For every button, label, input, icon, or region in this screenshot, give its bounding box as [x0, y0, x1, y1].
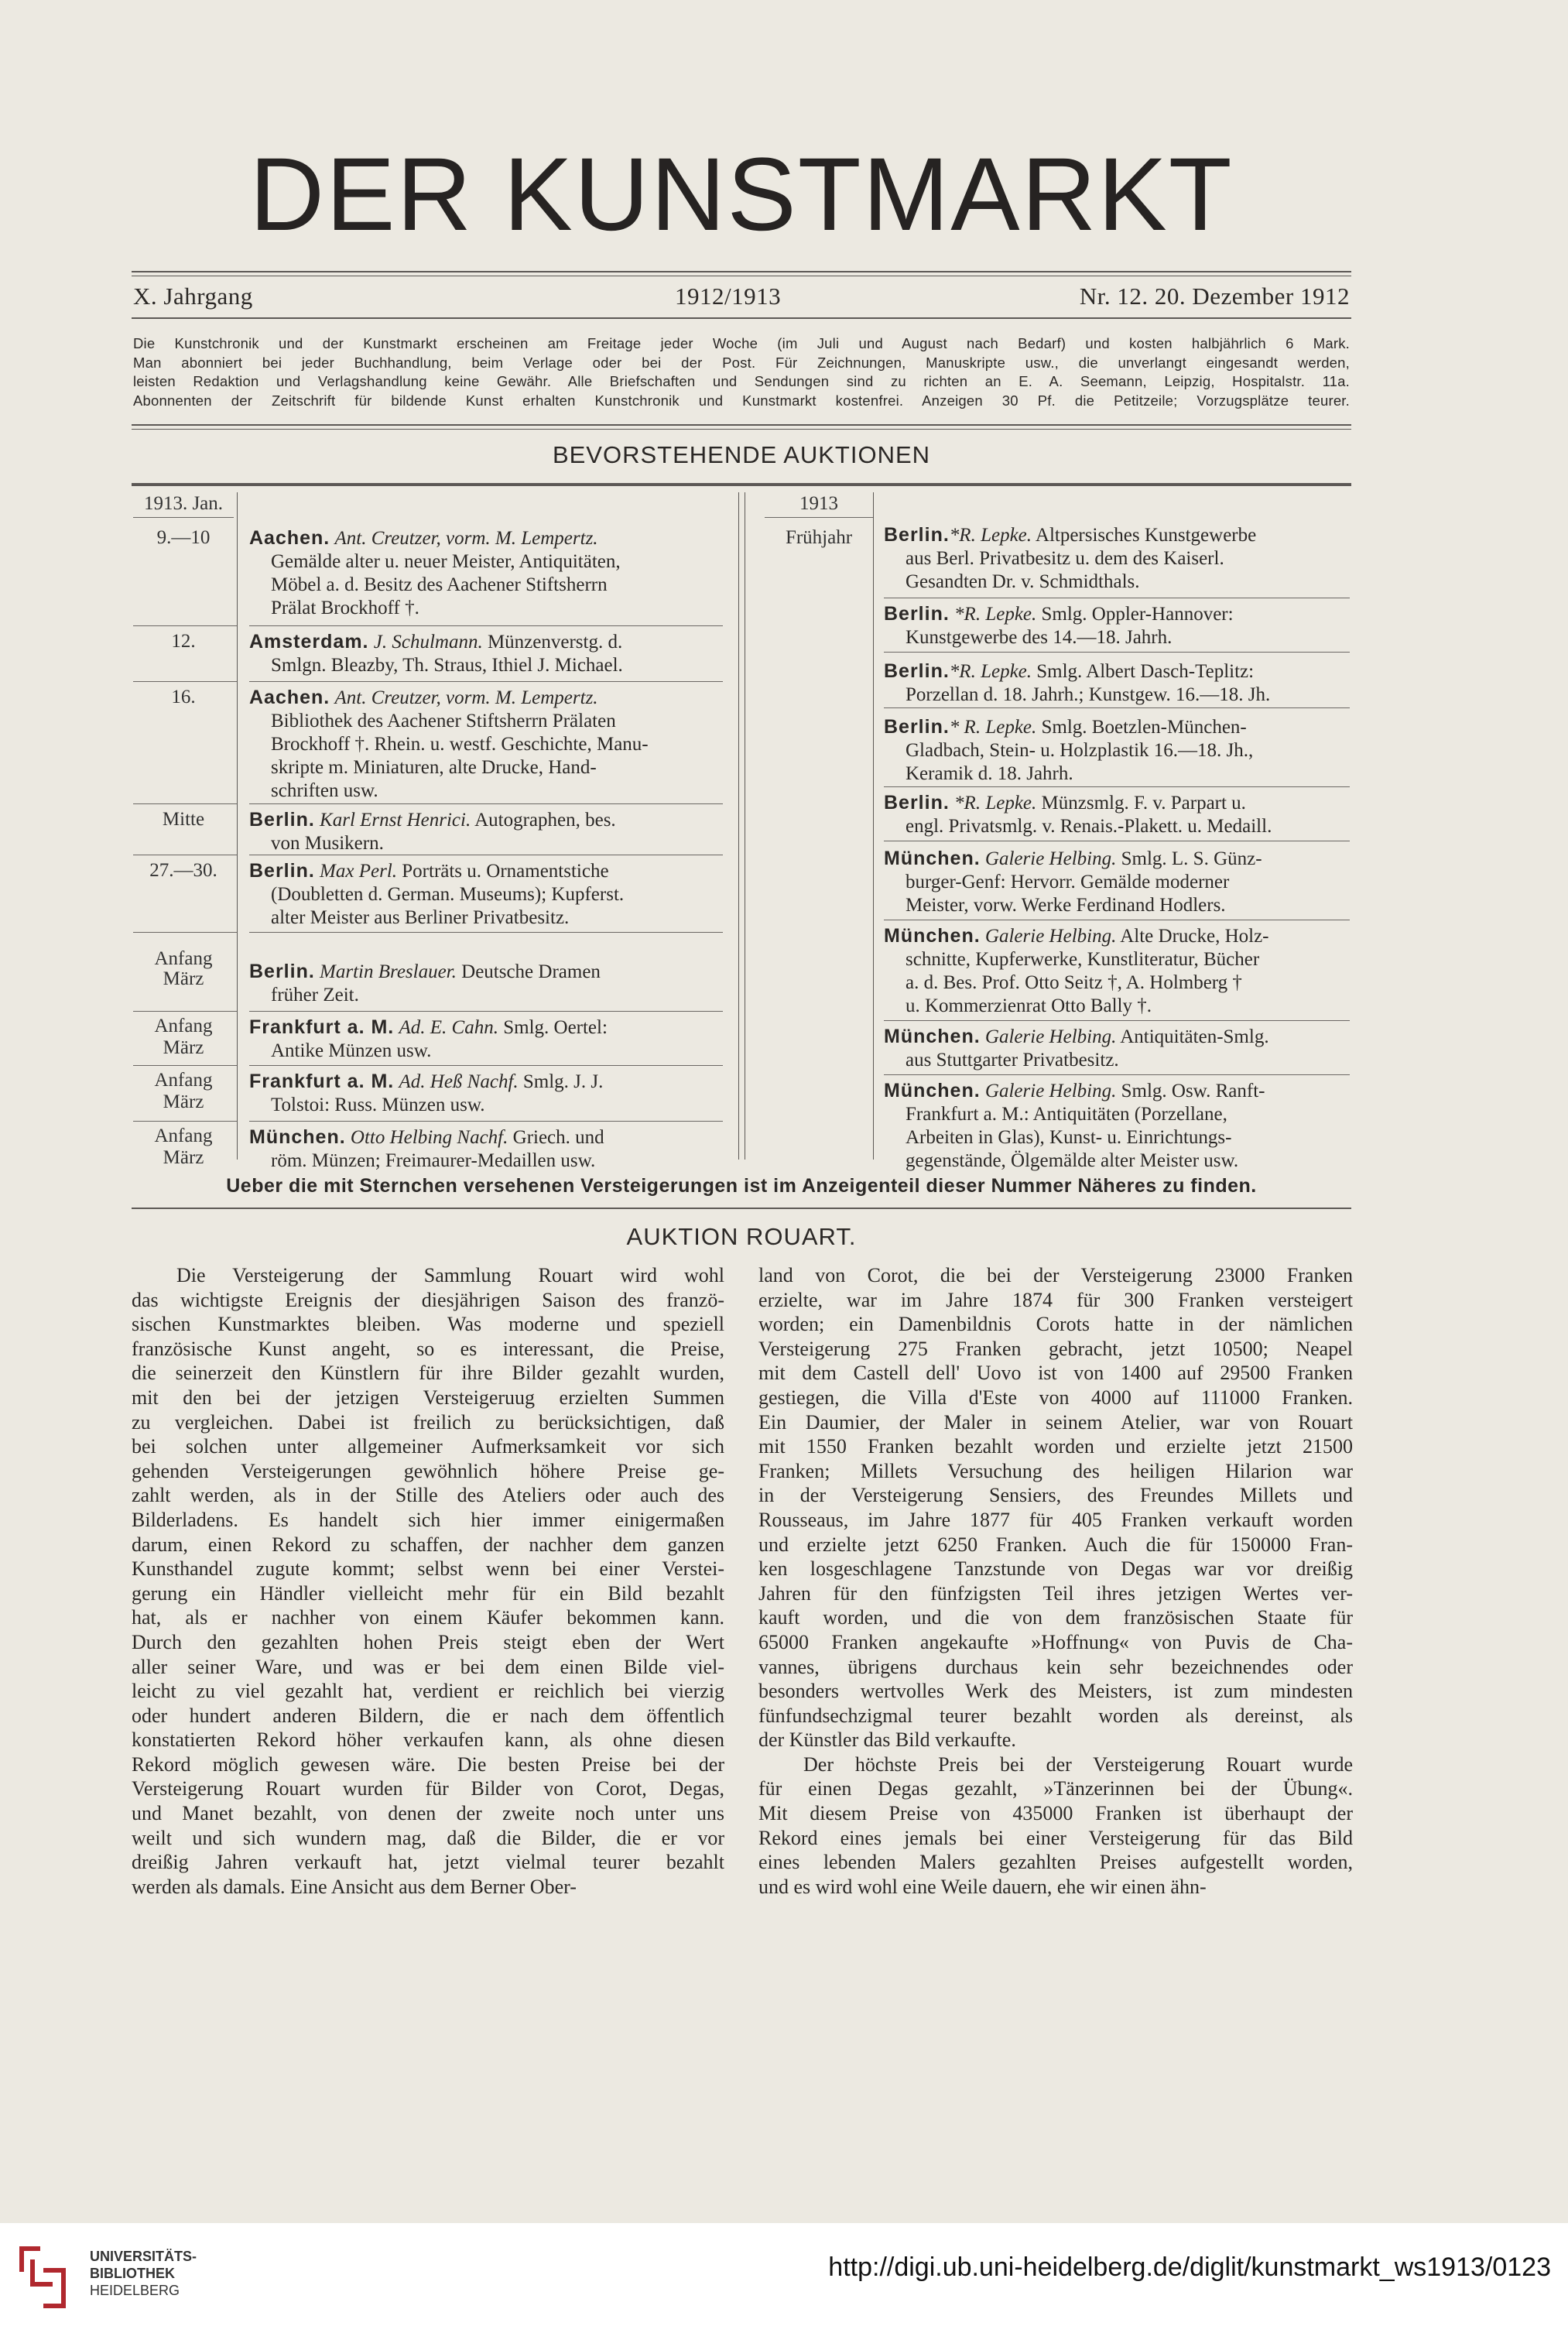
auction-entry [249, 630, 723, 677]
article-line: Versteigerung Rouart wurden für Bilder von Corot, Degas, [132, 1777, 724, 1800]
article-line: kauft worden, und die von dem französischen Staate für [758, 1606, 1353, 1629]
issue-number: Nr. 12. 20. Dezember 1912 [1079, 283, 1350, 310]
entry-text: Antiquitäten-Smlg. [1120, 1026, 1269, 1047]
entry-line: schriften usw. [271, 780, 378, 801]
auction-entry [884, 715, 1350, 786]
article-title: AUKTION ROUART. [626, 1223, 857, 1250]
auctions-footnote: Ueber die mit Sternchen versehenen Versteigerungen ist im Anzeigenteil dieser Nummer Näheres zu finden. [226, 1175, 1257, 1197]
info-line: Man abonniert bei jeder Buchhandlung, beim Verlage oder bei der Post. Für Zeichnungen, Manuskripte usw., die unverlangt eingesandt werden, [133, 354, 1350, 371]
auction-entry [249, 808, 723, 855]
auction-entry [249, 1016, 723, 1063]
article-line: mit den bei der jetzigen Versteigeruug erzielten Summen [132, 1386, 724, 1409]
library-name-line: HEIDELBERG [90, 2283, 180, 2298]
rule-info-bottom-thin [132, 429, 1351, 430]
rule [133, 803, 237, 804]
article-line: fünfundsechzigmal teurer bezahlt worden als dereinst, als [758, 1704, 1353, 1727]
entry-dealer: Ad. E. Cahn. [399, 1017, 498, 1038]
entry-city: Frankfurt a. M. [249, 1071, 395, 1092]
entry-dealer: *R. Lepke. [954, 793, 1037, 814]
auction-entry [884, 924, 1350, 1018]
article-line: Bilderladens. Es handelt sich hier immer einigermaßen [132, 1508, 724, 1531]
entry-dealer: J. Schulmann. [373, 632, 483, 653]
entry-dealer: Otto Helbing Nachf. [350, 1127, 508, 1148]
entry-line: Kunstgewerbe des 14.—18. Jahrh. [906, 627, 1173, 648]
rule [133, 517, 234, 518]
entry-line: skripte m. Miniaturen, alte Drucke, Hand- [271, 757, 597, 778]
entry-dealer: Max Perl. [320, 861, 398, 882]
rule-auctions-bottom [132, 1208, 1351, 1209]
entry-dealer: Karl Ernst Henrici. [320, 810, 471, 831]
rule [249, 625, 723, 626]
entry-dealer: Ant. Creutzer, vorm. M. Lempertz. [334, 687, 598, 708]
entry-line: Prälat Brockhoff †. [271, 598, 419, 618]
rule [133, 625, 237, 626]
library-name [90, 2248, 197, 2299]
article-line: 65000 Franken angekaufte »Hoffnung« von Puvis de Cha- [758, 1630, 1353, 1653]
article-line: der Künstler das Bild verkaufte. [758, 1728, 1016, 1752]
article-line: und Manet bezahlt, von denen der zweite noch unter uns [132, 1802, 724, 1825]
entry-date: 16. [171, 687, 196, 707]
entry-line: engl. Privatsmlg. v. Renais.-Plakett. u. Medaill. [906, 816, 1272, 837]
entry-line: aus Stuttgarter Privatbesitz. [906, 1050, 1119, 1071]
entry-text: Altpersisches Kunstgewerbe [1035, 525, 1257, 546]
article-line: dreißig Jahren verkauft hat, jetzt vielmal teurer bezahlt [132, 1851, 724, 1874]
rule [249, 1121, 723, 1122]
entry-city: Berlin. [249, 809, 315, 831]
entry-line: burger-Genf: Hervorr. Gemälde moderner [906, 872, 1230, 892]
rule [884, 707, 1350, 708]
rule [133, 1065, 237, 1066]
rule [249, 803, 723, 804]
entry-line: a. d. Bes. Prof. Otto Seitz †, A. Holmberg † [906, 972, 1242, 993]
rule [884, 1074, 1350, 1075]
column-rule [873, 492, 874, 1160]
entry-city: München. [884, 1026, 981, 1047]
rule-issue-bottom [132, 317, 1351, 319]
auction-entry [249, 960, 723, 1007]
entry-line: Frankfurt a. M.: Antiquitäten (Porzellane, [906, 1104, 1227, 1125]
entry-date: Anfang März [154, 1070, 213, 1112]
entry-text: Deutsche Dramen [461, 961, 601, 982]
article-line: Durch den gezahlten hohen Preis steigt eben der Wert [132, 1630, 724, 1653]
library-name-line: BIBLIOTHEK [90, 2266, 175, 2281]
auction-entry [884, 1025, 1350, 1072]
entry-city: Berlin. [884, 524, 950, 546]
article-line: worden; ein Damenbildnis Corots hatte in der nämlichen [758, 1313, 1353, 1336]
entry-text: Alte Drucke, Holz- [1120, 926, 1269, 947]
entry-line: u. Kommerzienrat Otto Bally †. [906, 995, 1152, 1016]
entry-line: Möbel a. d. Besitz des Aachener Stiftsherrn [271, 574, 608, 595]
article-line: gestiegen, die Villa d'Este von 4000 auf 111000 Franken. [758, 1386, 1353, 1409]
entry-dealer: * R. Lepke. [949, 717, 1037, 738]
article-line: Die Versteigerung der Sammlung Rouart wird wohl [176, 1264, 724, 1286]
article-line: mit dem Castell dell' Uovo ist von 1400 auf 29500 Franken [758, 1362, 1353, 1385]
article-line: Versteigerung 275 Franken gebracht, jetzt 10500; Neapel [758, 1337, 1353, 1360]
entry-date: Anfang März [154, 1016, 213, 1058]
auction-entry [249, 686, 723, 803]
entry-date: 12. [171, 631, 196, 652]
entry-line: Brockhoff †. Rhein. u. westf. Geschichte, Manu- [271, 734, 649, 755]
issue-volume: X. Jahrgang [133, 283, 253, 310]
entry-line: Arbeiten in Glas), Kunst- u. Einrichtungs- [906, 1127, 1232, 1148]
entry-date: 27.—30. [149, 860, 217, 881]
article-column-left [132, 1263, 724, 1899]
article-line: oder hundert anderen Bildern, die er nach dem öffentlich [132, 1704, 724, 1727]
article-line: Rekord eines jemals bei einer Versteigerung für das Bild [758, 1826, 1353, 1849]
entry-text: Münzsmlg. F. v. Parpart u. [1041, 793, 1246, 814]
article-line: gehenden Versteigerungen gewöhnlich höhere Preise ge- [132, 1459, 724, 1482]
entry-line: Gemälde alter u. neuer Meister, Antiquitäten, [271, 551, 621, 572]
entry-text: Smlg. Osw. Ranft- [1121, 1081, 1265, 1101]
article-line: Der höchste Preis bei der Versteigerung Rouart wurde [803, 1752, 1353, 1776]
entry-city: München. [884, 925, 981, 947]
entry-line: Meister, vorw. Werke Ferdinand Hodlers. [906, 895, 1226, 916]
rule [249, 1065, 723, 1066]
entry-dealer: Martin Breslauer. [320, 961, 457, 982]
entry-line: früher Zeit. [271, 985, 359, 1005]
article-line: das wichtigste Ereignis der diesjährigen Saison des franzö- [132, 1288, 724, 1311]
right-column-year: 1913 [799, 493, 838, 514]
article-line: darum, einen Rekord zu schaffen, der nachher dem ganzen [132, 1533, 724, 1556]
rule [884, 786, 1350, 787]
entry-city: Aachen. [249, 687, 330, 708]
entry-city: Aachen. [249, 527, 330, 549]
entry-city: Berlin. [884, 792, 950, 814]
entry-line: Gladbach, Stein- u. Holzplastik 16.—18. Jh., [906, 740, 1254, 761]
entry-date: 9.—10 [156, 527, 211, 548]
entry-text: Autographen, bes. [474, 810, 616, 831]
article-line: Ein Daumier, der Maler in seinem Atelier, war von Rouart [758, 1410, 1353, 1434]
article-line: Kunsthandel zugute kommt; selbst wenn bei einer Verstei- [132, 1557, 724, 1581]
article-line: weilt und sich wundern mag, daß die Bilder, die er vor [132, 1826, 724, 1849]
article-line: erzielte, war im Jahre 1874 für 300 Franken versteigert [758, 1288, 1353, 1311]
auction-entry [249, 1070, 723, 1117]
article-line: Rekord möglich gewesen wäre. Die besten Preise bei der [132, 1752, 724, 1776]
article-line: Mit diesem Preise von 435000 Franken ist überhaupt der [758, 1802, 1353, 1825]
article-line: zu vergleichen. Dabei ist freilich zu berücksichtigen, daß [132, 1410, 724, 1434]
entry-dealer: Ad. Heß Nachf. [399, 1071, 519, 1092]
entry-city: Amsterdam. [249, 631, 369, 653]
article-line: gerung ein Händler vielleicht mehr für ein Bild bezahlt [132, 1581, 724, 1605]
right-column-date: Frühjahr [785, 527, 853, 548]
issue-years: 1912/1913 [675, 283, 782, 310]
info-line: Abonnenten der Zeitschrift für bildende Kunst erhalten Kunstchronik und Kunstmarkt kostenfrei. Anzeigen 30 Pf. die Petitzeile; Vorzugsplätze teurer. [133, 392, 1350, 409]
entry-text: Smlg. L. S. Günz- [1121, 848, 1262, 869]
auction-entry [884, 659, 1350, 707]
article-line: besonders wertvolles Werk des Meisters, ist zum mindesten [758, 1680, 1353, 1703]
entry-text: Münzenverstg. d. [487, 632, 623, 653]
article-line: Rousseaus, im Jahre 1877 für 405 Franken verkauft worden [758, 1508, 1353, 1531]
article-line: bei solchen unter allgemeiner Aufmerksamkeit vor sich [132, 1435, 724, 1458]
article-line: Franken; Millets Versuchung des heiligen Hilarion war [758, 1459, 1353, 1482]
auction-entry [884, 1079, 1350, 1173]
article-line: und es wird wohl eine Weile dauern, ehe wir einen ähn- [758, 1875, 1207, 1898]
entry-city: München. [249, 1126, 346, 1148]
entry-city: Berlin. [249, 860, 315, 882]
rule [133, 681, 237, 682]
rule [765, 517, 873, 518]
article-line: mit 1550 Franken bezahlt worden und erzielte jetzt 21500 [758, 1435, 1353, 1458]
entry-date: Anfang März [154, 948, 213, 989]
auction-entry [249, 859, 723, 930]
rule [249, 932, 723, 933]
entry-city: Berlin. [249, 961, 315, 982]
article-line: aller seiner Ware, und was er bei dem einen Bilde viel- [132, 1655, 724, 1678]
article-line: konstatierten Rekord höher verkaufen kann, als ohne diesen [132, 1728, 724, 1752]
column-rule [738, 492, 739, 1160]
entry-city: Frankfurt a. M. [249, 1016, 395, 1038]
auction-entry [884, 523, 1350, 594]
auctions-title: BEVORSTEHENDE AUKTIONEN [552, 441, 931, 468]
rule [133, 1121, 237, 1122]
entry-city: Berlin. [884, 660, 950, 682]
rule-info-bottom [132, 424, 1351, 426]
entry-text: Smlg. Boetzlen-München- [1041, 717, 1247, 738]
entry-text: Porträts u. Ornamentstiche [402, 861, 609, 882]
article-line: französische Kunst angeht, so es interessant, die Preise, [132, 1337, 724, 1360]
entry-line: Tolstoi: Russ. Münzen usw. [271, 1095, 485, 1115]
entry-line: von Musikern. [271, 833, 384, 854]
entry-city: München. [884, 848, 981, 869]
entry-text: Griech. und [512, 1127, 604, 1148]
article-line: ken losgeschlagene Tanzstunde von Degas war vor dreißig [758, 1557, 1353, 1581]
article-column-right [758, 1263, 1353, 1899]
entry-line: Keramik d. 18. Jahrh. [906, 763, 1073, 784]
subscription-info [133, 334, 1350, 410]
rule [133, 932, 237, 933]
auction-entry [249, 1125, 723, 1173]
entry-line: Bibliothek des Aachener Stiftsherrn Prälaten [271, 711, 616, 731]
auction-entry [249, 526, 723, 620]
entry-line: schnitte, Kupferwerke, Kunstliteratur, Bücher [906, 949, 1260, 970]
entry-text: Smlg. Albert Dasch-Teplitz: [1036, 661, 1255, 682]
entry-dealer: *R. Lepke. [949, 525, 1032, 546]
entry-line: aus Berl. Privatbesitz u. dem des Kaiserl. [906, 548, 1224, 569]
rule [249, 681, 723, 682]
article-line: sischen Kunstmarktes bleiben. Was moderne und speziell [132, 1313, 724, 1336]
entry-dealer: *R. Lepke. [949, 661, 1032, 682]
entry-dealer: Galerie Helbing. [984, 1026, 1117, 1047]
entry-line: (Doubletten d. German. Museums); Kupferst. [271, 884, 625, 905]
library-logo-icon [17, 2241, 68, 2312]
info-line: leisten Redaktion und Verlagshandlung keine Gewähr. Alle Briefschaften und Sendungen sind zu richten an E. A. Seemann, Leipzig, Hospitalstr. 11a. [133, 373, 1350, 389]
entry-line: gegenstände, Ölgemälde alter Meister usw. [906, 1150, 1239, 1171]
info-line: Die Kunstchronik und der Kunstmarkt erscheinen am Freitage jeder Woche (im Juli und August nach Bedarf) und kosten halbjährlich 6 Mark. [133, 335, 1350, 351]
entry-date: Anfang März [154, 1125, 213, 1168]
entry-city: Berlin. [884, 716, 950, 738]
entry-dealer: *R. Lepke. [954, 604, 1037, 625]
rule [884, 1020, 1350, 1021]
rule [884, 652, 1350, 653]
article-line: in der Versteigerung Sensiers, des Freundes Millets und [758, 1484, 1353, 1507]
entry-dealer: Galerie Helbing. [984, 848, 1117, 869]
rule [249, 1011, 723, 1012]
article-line: hat, als er nachher von einem Käufer bekommen kann. [132, 1606, 724, 1629]
entry-dealer: Ant. Creutzer, vorm. M. Lempertz. [334, 528, 598, 549]
entry-line: röm. Münzen; Freimaurer-Medaillen usw. [271, 1150, 596, 1171]
article-line: land von Corot, die bei der Versteigerung 23000 Franken [758, 1264, 1353, 1286]
entry-line: alter Meister aus Berliner Privatbesitz. [271, 907, 570, 928]
auction-entry [884, 791, 1350, 838]
entry-line: Porzellan d. 18. Jahrh.; Kunstgew. 16.—18. Jh. [906, 684, 1271, 705]
masthead-title: DER KUNSTMARKT [249, 137, 1234, 252]
rule-auctions-top [132, 483, 1351, 486]
entry-date: Mitte [162, 809, 205, 830]
entry-text: Smlg. Oertel: [503, 1017, 608, 1038]
entry-dealer: Galerie Helbing. [984, 1081, 1117, 1101]
article-line: und erzielte jetzt 6250 Franken. Auch die für 150000 Fran- [758, 1533, 1353, 1556]
entry-city: München. [884, 1080, 981, 1101]
rule [133, 1011, 237, 1012]
article-line: leicht zu viel gezahlt hat, verdient er reichlich bei vierzig [132, 1680, 724, 1703]
article-line: vannes, übrigens durchaus kein sehr bezeichnendes oder [758, 1655, 1353, 1678]
column-rule [237, 492, 238, 1160]
entry-text: Smlg. J. J. [522, 1071, 604, 1092]
article-line: eines lebenden Malers gezahlten Preises aufgestellt worden, [758, 1851, 1353, 1874]
entry-dealer: Galerie Helbing. [984, 926, 1117, 947]
auction-entry [884, 602, 1350, 649]
article-line: für einen Degas gezahlt, »Tänzerinnen bei der Übung«. [758, 1777, 1353, 1800]
article-line: die seinerzeit den Künstlern für ihre Bilder gezahlt wurden, [132, 1362, 724, 1385]
source-url-link[interactable]: http://digi.ub.uni-heidelberg.de/diglit/kunstmarkt_ws1913/0123 [828, 2252, 1551, 2282]
article-line: werden als damals. Eine Ansicht aus dem Berner Ober- [132, 1875, 577, 1898]
entry-city: Berlin. [884, 603, 950, 625]
issue-line [133, 280, 1350, 313]
entry-line: Smlgn. Bleazby, Th. Straus, Ithiel J. Michael. [271, 655, 623, 676]
article-line: zahlt werden, als in der Stille des Ateliers oder auch des [132, 1484, 724, 1507]
library-name-line: UNIVERSITÄTS- [90, 2249, 197, 2264]
entry-text: Smlg. Oppler-Hannover: [1041, 604, 1234, 625]
entry-line: Antike Münzen usw. [271, 1040, 432, 1061]
article-line: Jahren für den fünfzigsten Teil ihres jetzigen Wertes ver- [758, 1581, 1353, 1605]
auction-entry [884, 847, 1350, 917]
left-column-header: 1913. Jan. [143, 493, 224, 514]
entry-line: Gesandten Dr. v. Schmidthals. [906, 571, 1140, 592]
rule-top [132, 271, 1351, 272]
